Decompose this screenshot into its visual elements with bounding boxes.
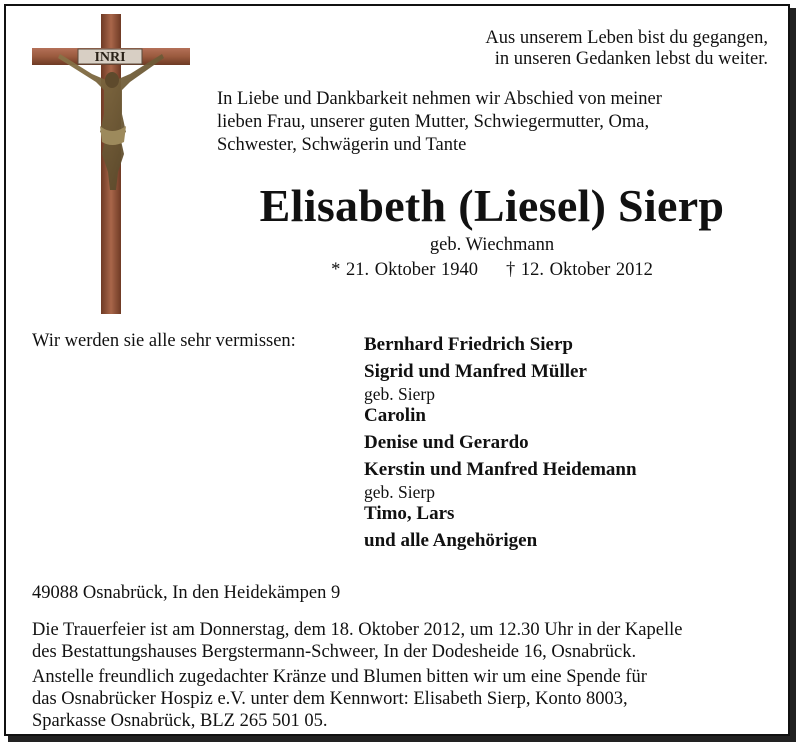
mourner-name: Denise und Gerardo (364, 432, 529, 453)
intro-line: In Liebe und Dankbarkeit nehmen wir Abschied von meiner (217, 89, 662, 109)
mourner-name: Kerstin und Manfred Heidemann (364, 459, 637, 480)
motto-line: Aus unserem Leben bist du gegangen, (485, 28, 768, 48)
intro-text (217, 88, 769, 157)
mourner-name: und alle Angehörigen (364, 530, 538, 551)
intro-line: lieben Frau, unserer guten Mutter, Schwiegermutter, Oma, (217, 112, 650, 132)
mourner-name: Bernhard Friedrich Sierp (364, 334, 573, 355)
intro-line: Schwester, Schwägerin und Tante (217, 135, 467, 155)
motto-line: in unseren Gedanken lebst du weiter. (494, 49, 768, 69)
donation-line: das Osnabrücker Hospiz e.V. unter dem Kennwort: Elisabeth Sierp, Konto 8003, (32, 689, 628, 709)
life-dates (300, 259, 684, 281)
funeral-line: Die Trauerfeier ist am Donnerstag, dem 18. Oktober 2012, um 12.30 Uhr in der Kapelle (32, 620, 683, 640)
mourner-maiden-name: geb. Sierp (364, 482, 435, 502)
funeral-line: des Bestattungshauses Bergstermann-Schweer, In der Dodesheide 16, Osnabrück. (32, 642, 637, 662)
card-shadow-bottom (8, 736, 796, 742)
mourner-name: Carolin (364, 405, 426, 426)
miss-text: Wir werden sie alle sehr vermissen: (32, 331, 296, 351)
inri-plaque: INRI (94, 50, 126, 65)
address: 49088 Osnabrück, In den Heidekämpen 9 (32, 583, 341, 603)
funeral-notice (32, 619, 769, 663)
deceased-name: Elisabeth (Liesel) Sierp (259, 180, 725, 231)
maiden-name: geb. Wiechmann (429, 235, 555, 255)
mourner-name: Sigrid und Manfred Müller (364, 361, 587, 382)
crucifix-icon (30, 14, 192, 316)
mourner-name: Timo, Lars (364, 503, 455, 524)
mourner-maiden-name: geb. Sierp (364, 384, 435, 404)
birth-date: * 21. Oktober 1940 (331, 260, 478, 280)
card-shadow-right (790, 8, 796, 740)
mourners-list (364, 330, 784, 556)
death-date: † 12. Oktober 2012 (506, 260, 653, 280)
motto (400, 28, 768, 70)
donation-line: Anstelle freundlich zugedachter Kränze und Blumen bitten wir um eine Spende für (32, 667, 647, 687)
donation-notice (32, 666, 769, 732)
donation-line: Sparkasse Osnabrück, BLZ 265 501 05. (32, 711, 328, 731)
